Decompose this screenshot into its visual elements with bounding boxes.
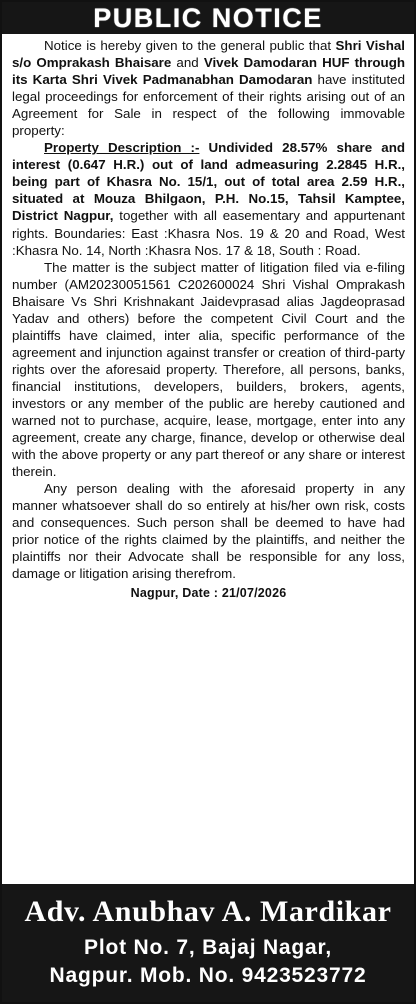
- address-line: Plot No. 7, Bajaj Nagar,: [84, 936, 332, 959]
- risk-paragraph: Any person dealing with the aforesaid property in any manner whatsoever shall do so entirely at his/her own risk, costs and consequences. Such person shall be deemed to have had prior notice of the rights claimed by the plaintiffs, and neither the plaintiffs nor their Advocate shall be responsible for any loss, damage or litigation arising therefrom.: [12, 481, 405, 582]
- advocate-footer: [2, 884, 414, 1002]
- property-details: Undivided 28.57% share and interest (0.647 H.R.) out of land admeasuring 2.2845 H.R., being part of Khasra No. 15/1, out of total area 2.59 H.R., situated at Mouza Bhilgaon, P.H. No.15, Tahsil Kamptee, District Nagpur,: [12, 140, 405, 224]
- property-paragraph: [12, 139, 405, 258]
- intro-paragraph: [12, 37, 405, 139]
- intro-text-3: have instituted legal proceedings for enforcement of their rights arising out of an Agreement for Sale in respect of the following immovable property:: [12, 72, 405, 139]
- litigation-paragraph: The matter is the subject matter of litigation filed via e-filing number (AM20230051561 C202600024 Shri Vishal Omprakash Bhaisare Vs Shri Krishnakant Jaidevprasad alias Jagdeoprasad Yadav and others) before the competent Civil Court and the plaintiffs have claimed, inter alia, specific performance of the agreement and injunction against transfer or creation of third-party rights over the aforesaid property. Therefore, all persons, banks, financial institutions, developers, builders, brokers, agents, investors or any member of the public are hereby cautioned and warned not to purchase, acquire, lease, mortgage, enter into any agreement, create any charge, finance, develop or otherwise deal with the above property or any part thereof or any share or interest therein.: [12, 259, 405, 480]
- property-boundaries: together with all easementary and appurtenant rights. Boundaries: East :Khasra Nos. 19 & 20 and Road, West :Khasra No. 14, North :Khasra Nos. 17 & 18, South : Road.: [12, 208, 406, 258]
- mobile-line: Nagpur. Mob. No. 9423523772: [49, 964, 367, 987]
- plaintiff-2: Vivek Damodaran HUF through its Karta Shri Vivek Padmanabhan Damodaran: [12, 55, 406, 88]
- intro-text-1: Notice is hereby given to the general public that: [44, 38, 336, 53]
- intro-text-2: and: [171, 55, 204, 71]
- date-line: Nagpur, Date : 21/07/2026: [130, 585, 287, 600]
- plaintiff-1: Shri Vishal s/o Omprakash Bhaisare: [12, 38, 405, 71]
- notice-title: PUBLIC NOTICE: [2, 2, 414, 34]
- notice-body: [2, 34, 414, 602]
- advocate-name: Adv. Anubhav A. Mardikar: [24, 895, 392, 928]
- property-label: Property Description :-: [44, 140, 200, 156]
